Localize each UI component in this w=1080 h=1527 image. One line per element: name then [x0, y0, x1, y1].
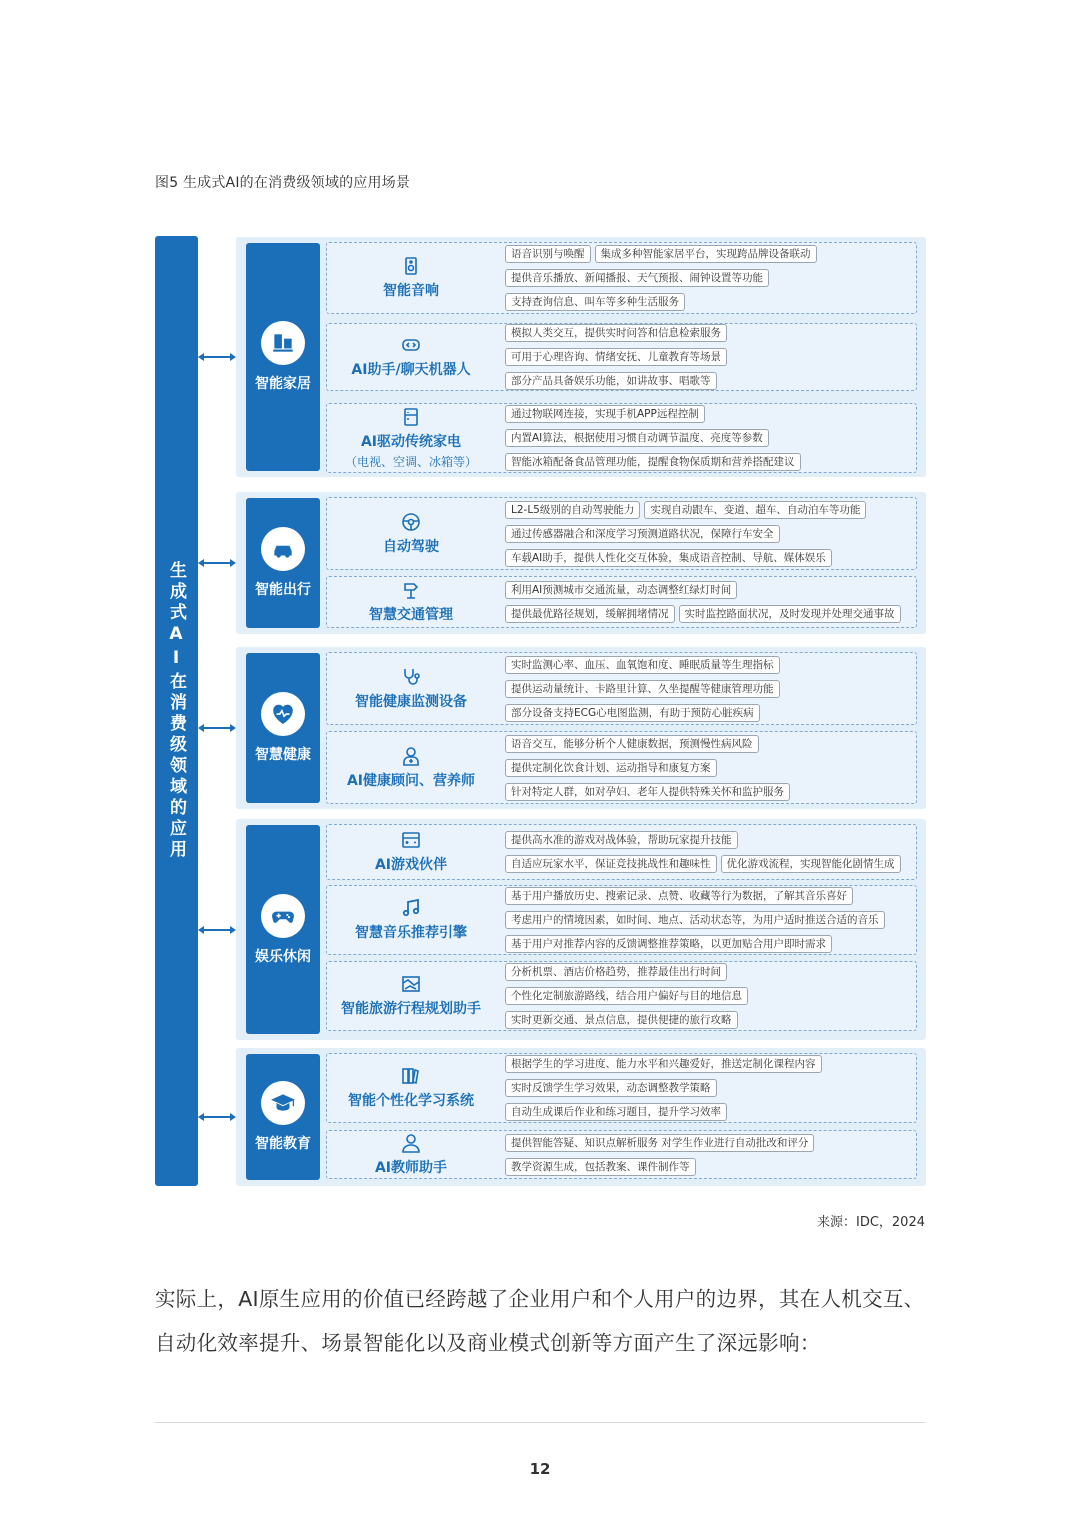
category-group	[236, 492, 926, 634]
feature-row	[505, 935, 912, 953]
feature-row	[505, 501, 912, 519]
feature-row	[505, 759, 912, 777]
feature-chip: 语音交互，能够分析个人健康数据，预测慢性病风险	[505, 735, 759, 753]
application-box	[326, 885, 917, 955]
feature-row	[505, 656, 912, 674]
feature-chip: 提供音乐播放、新闻播报、天气预报、闹钟设置等功能	[505, 269, 769, 287]
feature-chip: 实现自动跟车、变道、超车、自动泊车等功能	[644, 501, 866, 519]
feature-row	[505, 680, 912, 698]
application-title: AI教师助手	[374, 1159, 448, 1176]
feature-chip: 提供定制化饮食计划、运动指导和康复方案	[505, 759, 717, 777]
application-name	[327, 498, 495, 569]
feature-list	[505, 886, 912, 954]
speaker-icon	[401, 256, 421, 276]
feature-row	[505, 911, 912, 929]
feature-chip: 利用AI预测城市交通流量，动态调整红绿灯时间	[505, 581, 737, 599]
feature-chip: 提供运动量统计、卡路里计算、久坐提醒等健康管理功能	[505, 680, 780, 698]
body-paragraph: 实际上，AI原生应用的价值已经跨越了企业用户和个人用户的边界，其在人机交互、自动化效率提升、场景智能化以及商业模式创新等方面产生了深远影响：	[155, 1287, 925, 1355]
figure-title: 图5 生成式AI的在消费级领域的应用场景	[155, 175, 411, 191]
feature-chip: 内置AI算法，根据使用习惯自动调节温度、亮度等参数	[505, 429, 769, 447]
feature-chip: 实时更新交通、景点信息，提供便捷的旅行攻略	[505, 1011, 738, 1029]
category-block	[246, 498, 320, 628]
application-name	[327, 886, 495, 954]
feature-list	[505, 962, 912, 1030]
graduation-cap-icon	[261, 1081, 305, 1125]
music-note-icon	[401, 898, 421, 918]
feature-row	[505, 429, 912, 447]
application-title: AI健康顾问、营养师	[346, 772, 476, 789]
feature-row	[505, 245, 912, 263]
feature-chip: 根据学生的学习进度、能力水平和兴趣爱好，推送定制化课程内容	[505, 1055, 822, 1073]
source-note: 来源：IDC，2024	[816, 1215, 925, 1230]
category-block	[246, 1054, 320, 1180]
application-box	[326, 961, 917, 1031]
feature-row	[505, 963, 912, 981]
double-arrow-icon	[198, 351, 236, 363]
category-label: 智能教育	[255, 1136, 311, 1152]
smart-home-icon	[261, 321, 305, 365]
category-group	[236, 647, 926, 809]
category-label: 智能家居	[255, 376, 311, 392]
health-icon	[261, 692, 305, 736]
application-title: 智能个性化学习系统	[348, 1093, 474, 1109]
application-name	[327, 825, 495, 879]
chatbot-icon	[401, 335, 421, 355]
feature-list	[505, 404, 912, 472]
application-title: 智慧音乐推荐引擎	[355, 925, 467, 941]
category-block	[246, 825, 320, 1034]
page-number: 12	[529, 1460, 551, 1478]
car-icon	[261, 527, 305, 571]
feature-chip: 实时反馈学生学习效果，动态调整教学策略	[505, 1079, 717, 1097]
gamepad-icon	[261, 894, 305, 938]
feature-row	[505, 735, 912, 753]
double-arrow-icon	[198, 557, 236, 569]
category-group	[236, 1048, 926, 1186]
category-label: 娱乐休闲	[255, 948, 311, 965]
feature-list	[505, 577, 912, 627]
advisor-icon	[401, 746, 421, 766]
application-title: AI游戏伙伴	[374, 857, 448, 873]
feature-chip: 自适应玩家水平，保证竞技挑战性和趣味性	[505, 855, 717, 873]
feature-list	[505, 1131, 912, 1178]
application-name	[327, 1054, 495, 1122]
application-note: （电视、空调、冰箱等）	[344, 454, 477, 469]
feature-row	[505, 987, 912, 1005]
double-arrow-icon	[198, 1111, 236, 1123]
feature-list	[505, 498, 912, 569]
application-name	[327, 653, 495, 724]
appliance-icon	[401, 407, 421, 427]
feature-chip: 提供智能答疑、知识点解析服务 对学生作业进行自动批改和评分	[505, 1134, 814, 1152]
feature-row	[505, 293, 912, 311]
feature-list	[505, 243, 912, 313]
feature-row	[505, 1079, 912, 1097]
feature-row	[505, 269, 912, 287]
feature-row	[505, 783, 912, 801]
feature-chip: 考虑用户的情境因素，如时间、地点、活动状态等，为用户适时推送合适的音乐	[505, 911, 885, 929]
category-group	[236, 819, 926, 1040]
feature-row	[505, 348, 912, 366]
feature-chip: 部分设备支持ECG心电图监测，有助于预防心脏疾病	[505, 704, 760, 722]
feature-chip: 部分产品具备娱乐功能，如讲故事、唱歌等	[505, 372, 717, 390]
application-box	[326, 242, 917, 314]
feature-row	[505, 581, 912, 599]
application-name	[327, 732, 495, 803]
application-title: 自动驾驶	[383, 538, 439, 555]
feature-chip: 智能冰箱配备食品管理功能，提醒食物保质期和营养搭配建议	[505, 453, 801, 471]
category-group	[236, 237, 926, 477]
application-box	[326, 824, 917, 880]
traffic-icon	[401, 580, 421, 600]
application-box	[326, 497, 917, 570]
feature-row	[505, 324, 912, 342]
application-box	[326, 1053, 917, 1123]
feature-row	[505, 525, 912, 543]
feature-chip: 实时监测心率、血压、血氧饱和度、睡眠质量等生理指标	[505, 656, 780, 674]
application-name	[327, 962, 495, 1030]
feature-chip: 自动生成课后作业和练习题目，提升学习效率	[505, 1103, 727, 1121]
teacher-icon	[401, 1133, 421, 1153]
application-title: AI助手/聊天机器人	[351, 362, 471, 378]
feature-row	[505, 887, 912, 905]
application-box	[326, 323, 917, 391]
feature-list	[505, 732, 912, 803]
feature-list	[505, 1054, 912, 1122]
application-box	[326, 1130, 917, 1179]
feature-row	[505, 1158, 912, 1176]
root-label: 生成式AI在消费级领域的应用	[166, 561, 186, 861]
feature-chip: 车载AI助手，提供人性化交互体验，集成语音控制、导航、媒体娱乐	[505, 549, 832, 567]
application-name	[327, 577, 495, 627]
application-name	[327, 404, 495, 472]
book-icon	[401, 1066, 421, 1086]
feature-list	[505, 653, 912, 724]
map-icon	[401, 974, 421, 994]
feature-chip: 提供高水准的游戏对战体验，帮助玩家提升技能	[505, 831, 738, 849]
footer-divider	[155, 1422, 925, 1423]
feature-chip: 基于用户对推荐内容的反馈调整推荐策略，以更加贴合用户即时需求	[505, 935, 832, 953]
application-name	[327, 1131, 495, 1178]
feature-chip: 通过物联网连接，实现手机APP远程控制	[505, 405, 705, 423]
application-title: 智慧交通管理	[369, 607, 453, 623]
feature-row	[505, 605, 912, 623]
feature-row	[505, 372, 912, 390]
feature-chip: 可用于心理咨询、情绪安抚、儿童教育等场景	[505, 348, 727, 366]
application-title: 智能音响	[383, 283, 439, 299]
feature-row	[505, 549, 912, 567]
feature-row	[505, 1134, 912, 1152]
feature-chip: 通过传感器融合和深度学习预测道路状况，保障行车安全	[505, 525, 780, 543]
feature-chip: 集成多种智能家居平台，实现跨品牌设备联动	[595, 245, 817, 263]
feature-row	[505, 831, 912, 849]
application-name	[327, 324, 495, 390]
application-title: 智能旅游行程规划助手	[341, 1001, 481, 1017]
feature-row	[505, 453, 912, 471]
feature-chip: 教学资源生成，包括教案、课件制作等	[505, 1158, 696, 1176]
feature-chip: 分析机票、酒店价格趋势，推荐最佳出行时间	[505, 963, 727, 981]
feature-chip: 基于用户播放历史、搜索记录、点赞、收藏等行为数据，了解其音乐喜好	[505, 887, 853, 905]
root-bar	[155, 236, 198, 1186]
feature-list	[505, 825, 912, 879]
stethoscope-icon	[401, 667, 421, 687]
feature-chip: 实时监控路面状况，及时发现并处理交通事故	[679, 605, 901, 623]
feature-chip: 模拟人类交互，提供实时问答和信息检索服务	[505, 324, 727, 342]
feature-list	[505, 324, 912, 390]
category-label: 智能出行	[255, 582, 311, 598]
application-box	[326, 576, 917, 628]
feature-chip: 支持查询信息、叫车等多种生活服务	[505, 293, 685, 311]
feature-row	[505, 704, 912, 722]
application-title: 智能健康监测设备	[355, 693, 467, 710]
category-label: 智慧健康	[255, 747, 311, 763]
feature-chip: 语音识别与唤醒	[505, 245, 591, 263]
double-arrow-icon	[198, 722, 236, 734]
feature-row	[505, 405, 912, 423]
feature-chip: 个性化定制旅游路线，结合用户偏好与目的地信息	[505, 987, 748, 1005]
category-block	[246, 653, 320, 803]
category-block	[246, 243, 320, 471]
feature-chip: 优化游戏流程，实现智能化剧情生成	[721, 855, 901, 873]
application-title: AI驱动传统家电	[360, 433, 462, 450]
application-box	[326, 652, 917, 725]
steering-wheel-icon	[401, 512, 421, 532]
feature-row	[505, 1055, 912, 1073]
feature-row	[505, 1011, 912, 1029]
application-box	[326, 403, 917, 473]
feature-row	[505, 1103, 912, 1121]
feature-chip: 提供最优路径规划，缓解拥堵情况	[505, 605, 675, 623]
feature-row	[505, 855, 912, 873]
feature-chip: 针对特定人群，如对孕妇、老年人提供特殊关怀和监护服务	[505, 783, 790, 801]
feature-chip: L2-L5级别的自动驾驶能力	[505, 501, 640, 519]
application-name	[327, 243, 495, 313]
game-icon	[401, 830, 421, 850]
double-arrow-icon	[198, 924, 236, 936]
application-box	[326, 731, 917, 804]
